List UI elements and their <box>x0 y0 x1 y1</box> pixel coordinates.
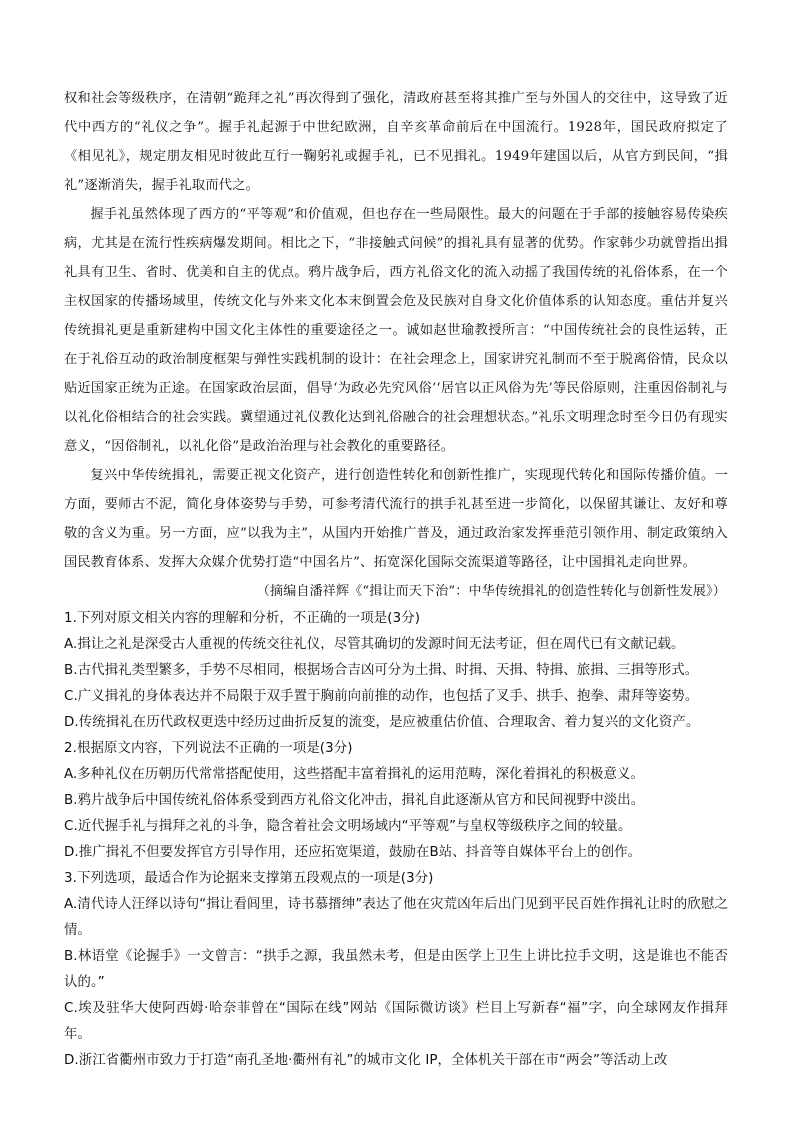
option-b[interactable]: B.林语堂《论握手》一文曾言：“拱手之源，我虽然未考，但是由医学上卫生上讲比拉手文明，这是谁也不能否认的。” <box>64 949 728 990</box>
option-d[interactable]: D.浙江省衢州市致力于打造“南孔圣地·衢州有礼”的城市文化 IP，全体机关干部在市“两会”等活动上改 <box>64 1053 668 1068</box>
option-c[interactable]: C.广义揖礼的身体表达并不局限于双手置于胸前向前推的动作，也包括了叉手、拱手、抱拳、肃拜等姿势。 <box>64 689 699 704</box>
option-d[interactable]: D.传统揖礼在历代政权更迭中经历过曲折反复的流变，是应被重估价值、合理取舍、着力复兴的文化资产。 <box>64 715 700 730</box>
option-c[interactable]: C.近代握手礼与揖拜之礼的斗争，隐含着社会文明场域内“平等观”与皇权等级秩序之间的较量。 <box>64 819 632 834</box>
option-c[interactable]: C.埃及驻华大使阿西姆·哈奈菲曾在“国际在线”网站《国际微访谈》栏目上写新春“福”字，向全球网友作揖拜年。 <box>64 1001 728 1042</box>
option-a[interactable]: A.多种礼仪在历朝历代常常搭配使用，这些搭配丰富着揖礼的运用范畴，深化着揖礼的积极意义。 <box>64 767 644 782</box>
question-1 <box>64 606 728 736</box>
option-a[interactable]: A.清代诗人汪绎以诗句“揖让看闾里，诗书慕搢绅”表达了他在灾荒凶年后出门见到平民百姓作揖礼让时的欣慰之情。 <box>64 897 728 938</box>
option-d[interactable]: D.推广揖礼不但要发挥官方引导作用，还应拓宽渠道，鼓励在B站、抖音等自媒体平台上的创作。 <box>64 845 642 860</box>
option-b[interactable]: B.古代揖礼类型繁多，手势不尽相同，根据场合吉凶可分为土揖、时揖、天揖、特揖、旅揖、三揖等形式。 <box>64 663 699 678</box>
question-3 <box>64 866 728 1074</box>
option-a[interactable]: A.揖让之礼是深受古人重视的传统交往礼仪，尽管其确切的发源时间无法考证，但在周代已有文献记载。 <box>64 637 685 652</box>
option-b[interactable]: B.鸦片战争后中国传统礼俗体系受到西方礼俗文化冲击，揖礼自此逐渐从官方和民间视野中淡出。 <box>64 793 645 808</box>
question-stem: 1.下列对原文相关内容的理解和分析，不正确的一项是(3分) <box>64 611 421 626</box>
question-stem: 3.下列选项，最适合作为论据来支撑第五段观点的一项是(3分) <box>64 871 434 886</box>
article-source: （摘编自潘祥辉《“揖让而天下治”：中华传统揖礼的创造性转化与创新性发展》） <box>256 584 726 599</box>
question-list <box>64 606 728 1074</box>
article-paragraph-3: 复兴中华传统揖礼，需要正视文化资产，进行创造性转化和创新性推广，实现现代转化和国际传播价值。一方面，要师古不泥，简化身体姿势与手势，可参考清代流行的拱手礼甚至进一步简化，以保留其谦让、友好和尊敬的含义为重。另一方面，应“以我为主”，从国内开始推广普及，通过政治家发挥垂范引领作用、制定政策纳入国民教育体系、发挥大众媒介优势打造“中国名片”、拓宽深化国际交流渠道等路径，让中国揖礼走向世界。 <box>64 468 728 570</box>
article <box>64 84 728 606</box>
article-paragraph-1: 权和社会等级秩序，在清朝“跪拜之礼”再次得到了强化，清政府甚至将其推广至与外国人的交往中，这导致了近代中西方的“礼仪之争”。握手礼起源于中世纪欧洲，自辛亥革命前后在中国流行。1928年，国民政府拟定了《相见礼》，规定朋友相见时彼此互行一鞠躬礼或握手礼，已不见揖礼。1949年建国以后，从官方到民间，“揖礼”逐渐消失，握手礼取而代之。 <box>64 91 728 193</box>
article-paragraph-2: 握手礼虽然体现了西方的“平等观”和价值观，但也存在一些局限性。最大的问题在于手部的接触容易传染疾病，尤其是在流行性疾病爆发期间。相比之下，“非接触式问候”的揖礼具有显著的优势。作家韩少功就曾指出揖礼具有卫生、省时、优美和自主的优点。鸦片战争后，西方礼俗文化的流入动摇了我国传统的礼俗体系，在一个主权国家的传播场域里，传统文化与外来文化本末倒置会危及民族对自身文化价值体系的认知态度。重估并复兴传统揖礼更是重新建构中国文化主体性的重要途径之一。诚如赵世瑜教授所言：“中国传统社会的良性运转，正在于礼俗互动的政治制度框架与弹性实践机制的设计：在社会理念上，国家讲究礼制而不至于脱离俗情，民众以贴近国家正统为正途。在国家政治层面，倡导‘为政必先究风俗’‘居官以正风俗为先’等民俗原则，注重因俗制礼与以礼化俗相结合的社会实践。冀望通过礼仪教化达到礼俗融合的社会理想状态。”礼乐文明理念时至今日仍有现实意义，“因俗制礼，以礼化俗”是政治治理与社会教化的重要路径。 <box>64 207 728 454</box>
question-2 <box>64 736 728 866</box>
question-stem: 2.根据原文内容，下列说法不正确的一项是(3分) <box>64 741 353 756</box>
